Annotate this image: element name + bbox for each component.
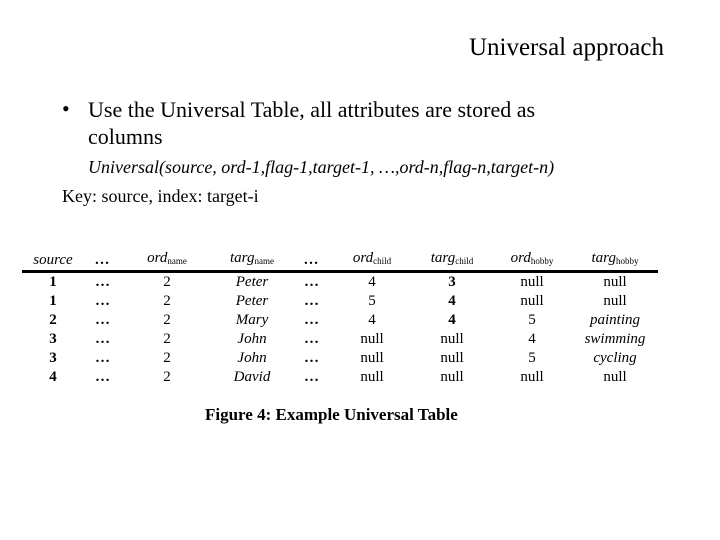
table-cell: … bbox=[95, 369, 111, 385]
bullet-text: Use the Universal Table, all attributes are stored as columns bbox=[88, 97, 536, 149]
header-targ-name: targ$_{name}$ bbox=[212, 250, 292, 272]
table-cell: 2 bbox=[49, 312, 57, 328]
table-cell: 2 bbox=[163, 312, 171, 328]
table-cell: 1 bbox=[49, 293, 57, 309]
header-ellipsis: … bbox=[84, 250, 122, 272]
key-line: Key: source, index: target-i bbox=[62, 186, 259, 206]
table-cell: 4 bbox=[368, 274, 376, 290]
table-cell: … bbox=[304, 331, 320, 347]
table-row bbox=[22, 330, 658, 349]
header-ord-name: ord$_{name}$ bbox=[122, 250, 212, 272]
table-cell: 2 bbox=[163, 369, 171, 385]
slide-title: Universal approach bbox=[468, 34, 664, 61]
table-cell: null bbox=[520, 369, 544, 385]
table-cell: cycling bbox=[593, 350, 637, 366]
table-cell: … bbox=[95, 274, 111, 290]
table-row bbox=[22, 292, 658, 311]
table-cell: 3 bbox=[448, 274, 456, 290]
table-cell: null bbox=[603, 293, 627, 309]
universal-table bbox=[22, 250, 658, 387]
table-cell: … bbox=[95, 331, 111, 347]
table-cell: 2 bbox=[163, 274, 171, 290]
table-row bbox=[22, 272, 658, 293]
table-cell: 4 bbox=[528, 331, 536, 347]
table-cell: … bbox=[304, 369, 320, 385]
header-targ-hobby: targ$_{hobby}$ bbox=[572, 250, 658, 272]
table-header-row bbox=[22, 250, 658, 272]
header-targ-child: targ$_{child}$ bbox=[412, 250, 492, 272]
table-cell: null bbox=[520, 274, 544, 290]
table-cell: null bbox=[360, 350, 384, 366]
table-cell: … bbox=[95, 350, 111, 366]
table-cell: null bbox=[360, 331, 384, 347]
schema-formula: Universal(source, ord-1,flag-1,target-1, …,ord-n,flag-n,target-n) bbox=[88, 157, 555, 177]
table-cell: 4 bbox=[49, 369, 57, 385]
table-cell: … bbox=[304, 293, 320, 309]
table-cell: 4 bbox=[368, 312, 376, 328]
table-cell: painting bbox=[589, 312, 640, 328]
table-cell: null bbox=[360, 369, 384, 385]
header-ord-child: ord$_{child}$ bbox=[332, 250, 412, 272]
header-ord-hobby: ord$_{hobby}$ bbox=[492, 250, 572, 272]
header-source: source bbox=[22, 250, 84, 272]
table-cell: … bbox=[95, 293, 111, 309]
table-cell: null bbox=[440, 350, 464, 366]
header-ellipsis: … bbox=[292, 250, 332, 272]
table-cell: swimming bbox=[584, 331, 646, 347]
table-cell: null bbox=[440, 331, 464, 347]
bullet-marker: • bbox=[62, 96, 70, 121]
table-cell: null bbox=[603, 274, 627, 290]
table-cell: John bbox=[237, 350, 267, 366]
table-cell: 2 bbox=[163, 331, 171, 347]
table-cell: 5 bbox=[368, 293, 376, 309]
table-cell: … bbox=[95, 312, 111, 328]
table-cell: John bbox=[237, 331, 267, 347]
table-cell: 5 bbox=[528, 312, 536, 328]
table-cell: 3 bbox=[49, 331, 57, 347]
table-cell: 2 bbox=[163, 293, 171, 309]
table-cell: Mary bbox=[235, 312, 269, 328]
table-cell: null bbox=[520, 293, 544, 309]
figure-caption: Figure 4: Example Universal Table bbox=[205, 405, 458, 424]
table-cell: null bbox=[603, 369, 627, 385]
table-cell: Peter bbox=[235, 274, 269, 290]
table-cell: … bbox=[304, 312, 320, 328]
table-cell: 5 bbox=[528, 350, 536, 366]
table-cell: 3 bbox=[49, 350, 57, 366]
table-cell: 4 bbox=[448, 293, 456, 309]
table-cell: null bbox=[440, 369, 464, 385]
table-cell: 4 bbox=[448, 312, 456, 328]
table-cell: … bbox=[304, 274, 320, 290]
table-cell: 1 bbox=[49, 274, 57, 290]
table-row bbox=[22, 368, 658, 387]
table-row bbox=[22, 349, 658, 368]
table-row bbox=[22, 311, 658, 330]
table-cell: Peter bbox=[235, 293, 269, 309]
table-cell: 2 bbox=[163, 350, 171, 366]
table-cell: David bbox=[233, 369, 271, 385]
table-cell: … bbox=[304, 350, 320, 366]
